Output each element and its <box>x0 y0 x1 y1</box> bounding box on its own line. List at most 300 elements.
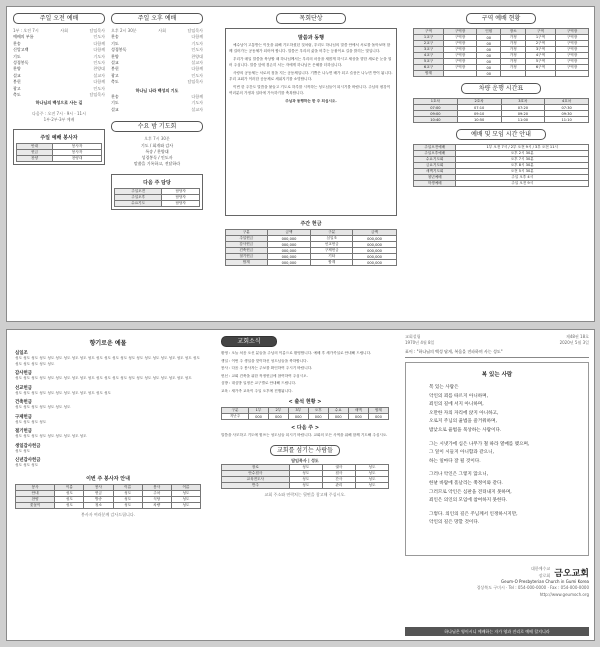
table-cell: 09:10 <box>457 111 501 117</box>
table-cell: 금요기도회 <box>414 163 456 169</box>
table-cell: 11:10 <box>545 117 589 123</box>
table-cell: 성도 <box>55 502 84 508</box>
table-header-cell: 장소 <box>501 29 525 35</box>
staff-table <box>221 464 389 489</box>
table-cell: 07:10 <box>457 105 501 111</box>
afternoon-service-column <box>111 13 203 210</box>
pastor-column-paragraph: 예수님이 고통받는 이웃을 위해 기도하셨던 것처럼, 우리도 하나님의 말씀 안에서 서로를 돌아보며 함께 걸어가는 공동체가 되어야 합니다. 말씀은 우리의 삶을 비추는 등불이요 길을 밝히는 빛입니다. <box>229 43 391 53</box>
table-cell: 성도 <box>355 482 388 488</box>
servants-title: 이번 주 봉사자 안내 <box>86 475 130 482</box>
table-cell: 00 <box>477 35 501 41</box>
table-cell: 10:40 <box>414 117 458 123</box>
table-cell: 간사 <box>322 476 355 482</box>
notice-item: 헌신 : 교회 건축을 위한 작정헌금에 참여하여 주십시오. <box>221 373 308 378</box>
offering-list-sections <box>15 350 201 469</box>
table-cell: 구역장 <box>444 53 477 59</box>
table-cell <box>444 71 477 77</box>
order-item: 기도 기도자 <box>111 100 203 106</box>
table-cell: 구역장 <box>556 41 589 47</box>
district-title: 구역 예배 현황 <box>466 13 536 24</box>
offering-section-text: 성도 성도 성도 성도 성도 성도 성도 성도 성도 <box>15 434 87 438</box>
table-cell: 안내 <box>17 144 53 150</box>
table-cell: 구역장 <box>444 59 477 65</box>
table-cell: 헌금 <box>84 490 113 496</box>
church-address: 경상북도 구미시 · Tel : 054-000-0000 · Fax : 054-000-0000 <box>476 585 589 591</box>
table-header-cell: 구역 <box>525 29 555 35</box>
table-cell: 담당자 <box>162 188 200 194</box>
poem-box <box>405 362 589 556</box>
order-item: 광고 인도자 <box>13 85 105 91</box>
poem-title: 복 있는 사람 <box>481 372 513 379</box>
table-cell: 성도 <box>289 464 322 470</box>
table-cell: 000,000 <box>353 242 397 248</box>
table-cell: 꽃꽂이 <box>16 502 55 508</box>
pastor-column-heading: 말씀과 동행 <box>298 35 324 41</box>
table-cell: 10:50 <box>457 117 501 123</box>
wednesday-line: 기도 / 회개와 감사 <box>140 142 174 148</box>
cover-top-meta-2: 1970년 4월 8일 2020년 5월 3일 <box>405 340 589 346</box>
table-cell: 성도 <box>113 502 142 508</box>
table-cell: 차량 <box>142 502 171 508</box>
table-cell: 000 <box>328 414 348 420</box>
table-cell: 건축헌금 <box>226 248 268 254</box>
offering-list-title: 향기로운 예물 <box>89 340 127 347</box>
table-header-cell: 봉사 <box>142 484 171 490</box>
table-cell: 구역장 <box>556 47 589 53</box>
order-item: 신앙고백 다함께 <box>13 47 105 53</box>
church-label-2: 장로회 <box>538 572 551 578</box>
attendance-table <box>221 407 389 420</box>
table-cell: 000 <box>308 414 328 420</box>
table-cell: 찬양대 <box>53 156 102 162</box>
table-cell: 000,000 <box>267 260 311 266</box>
table-cell: 000 <box>288 414 308 420</box>
notice-title: 교회소식 <box>221 336 277 347</box>
table-cell: 가정 <box>501 47 525 53</box>
morning-service-column <box>13 13 105 165</box>
morning-service-title: 주일 오전 예배 <box>13 13 105 24</box>
cover-top-meta: 교회설립 제48권 18호 <box>405 334 589 339</box>
table-cell: 000,000 <box>353 260 397 266</box>
pastor-column-paragraph: 우리가 매일 말씀을 묵상할 때 하나님께서는 우리의 마음을 새롭게 하시고 세상을 향한 새로운 눈을 열어 주십니다. 말씀 앞에 겸손히 서는 자에게 하나님은 은혜를 더하십니다. <box>229 57 392 67</box>
order-item: 찬송 다함께 <box>111 34 203 40</box>
church-name-block <box>405 566 589 579</box>
offering-section-name: 건축헌금 <box>15 400 32 405</box>
district-table <box>413 28 589 77</box>
pastor-column-box <box>225 28 397 216</box>
table-cell: 000,000 <box>353 236 397 242</box>
cover-bottom-motto: 하나님은 영이시니 예배하는 자가 영과 진리로 예배 할지니라 <box>405 627 589 636</box>
table-cell: 주일오전예배 <box>414 145 456 151</box>
poem-line: 오로지 주님의 율법을 즐거워하며, <box>429 419 497 425</box>
table-cell: 감사헌금 <box>226 242 268 248</box>
meetings-title: 예배 및 모임 시간 안내 <box>456 129 546 140</box>
table-header-cell: 구분 <box>222 408 249 414</box>
table-cell: 00 <box>477 71 501 77</box>
service-note-2: 1부·2부·3부 예배 <box>43 117 75 123</box>
table-row <box>16 502 201 508</box>
table-header-cell: 금액 <box>353 230 397 236</box>
table-header-cell: 4호차 <box>545 99 589 105</box>
table-header-cell: 이름 <box>171 484 200 490</box>
servants-table <box>15 484 201 509</box>
table-cell: 000,000 <box>267 254 311 260</box>
table-cell: 00 <box>477 47 501 53</box>
offering-section-text: 성도 성도 성도 <box>15 463 39 467</box>
table-cell: 수요기도회 <box>414 157 456 163</box>
offering-box <box>225 220 397 266</box>
table-cell: 000 <box>348 414 368 420</box>
table-cell: 07:20 <box>501 105 545 111</box>
table-cell: 절기헌금 <box>226 254 268 260</box>
table-cell: 가정 <box>501 35 525 41</box>
table-cell: 1부 오전 7시 / 2부 오전 9시 / 3부 오전 11시 <box>456 145 589 151</box>
table-row <box>414 117 589 123</box>
wednesday-title: 수요 밤 기도회 <box>111 121 203 132</box>
notice-item: 환영 : 오늘 처음 오신 분들을 주님의 이름으로 환영합니다. 예배 후 새가족실로 안내해 드립니다. <box>221 351 372 355</box>
table-header-cell: 구분 <box>226 230 268 236</box>
table-cell: 3구역 <box>525 47 555 53</box>
table-cell: 성도 <box>171 490 200 496</box>
table-cell: 새벽기도회 <box>414 169 456 175</box>
table-cell: 주차 <box>142 490 171 496</box>
volunteers-table <box>16 143 102 162</box>
table-header-cell: 2부 <box>268 408 288 414</box>
offering-section-name: 십일조 <box>15 351 28 356</box>
offering-section-name: 절기헌금 <box>15 429 32 434</box>
table-header-cell: 오후 <box>308 408 328 414</box>
poem-line: 그러므로 악인은 심판을 견뎌내지 못하며, <box>429 489 512 495</box>
wednesday-line: 성경봉독 / 인도자 <box>141 155 173 161</box>
table-cell: 봉사자 <box>53 144 102 150</box>
offering-section-text: 성도 성도 성도 성도 <box>15 419 47 424</box>
table-cell: 기타 <box>311 254 353 260</box>
table-cell: 00 <box>477 53 501 59</box>
order-item: 찬송 다함께 <box>111 94 203 100</box>
church-english-name: Geum-O Presbyterian Church in Gumi Korea <box>501 579 589 585</box>
notice-item: 교육 : 새가족 교육이 주일 오후에 진행됩니다. <box>221 388 293 393</box>
table-cell: 6교구 <box>414 65 444 71</box>
table-cell: 구역장 <box>444 41 477 47</box>
service-note: 다음주 : 오전 7시 · 9시 · 11시 <box>32 110 86 116</box>
table-header-cell: 합계 <box>368 408 388 414</box>
table-cell: 합계 <box>226 260 268 266</box>
table-cell: 000,000 <box>267 236 311 242</box>
nextweek-box <box>111 174 203 210</box>
table-cell: 구역장 <box>444 65 477 71</box>
nextweek-title: 다음 주 담당 <box>143 179 171 186</box>
table-cell: 헌금 <box>17 150 53 156</box>
afternoon-service-title: 주일 오후 예배 <box>111 13 203 24</box>
table-cell: 4구역 <box>525 53 555 59</box>
table-row <box>222 414 389 420</box>
table-cell: 2교구 <box>414 41 444 47</box>
table-row <box>414 71 589 77</box>
offering-list-column <box>15 336 201 518</box>
table-cell: 권사 <box>322 464 355 470</box>
table-cell: 학생예배 <box>414 181 456 187</box>
table-cell: 가정 <box>501 41 525 47</box>
order-item: 광고 인도자 <box>111 72 203 78</box>
table-cell: 찬양 <box>17 156 53 162</box>
wednesday-line: 말씀을 기록하고, 전달하라 <box>133 161 181 167</box>
table-header-cell: 1호차 <box>414 99 458 105</box>
table-header-cell: 이름 <box>55 484 84 490</box>
afternoon-order-list-2 <box>111 94 203 113</box>
table-cell: 성도 <box>171 496 200 502</box>
table-cell: 주일오전 <box>115 188 162 194</box>
table-header-cell: 인원 <box>477 29 501 35</box>
table-cell: 성도 <box>171 502 200 508</box>
table-cell: 성도 <box>289 476 322 482</box>
poem-line: 그러나 악인은 그렇지 않으니, <box>429 472 489 478</box>
pastor-column <box>225 13 397 266</box>
poem-line: 한낱 바람에 흩날리는 쭉정이와 같다. <box>429 481 503 487</box>
church-label: 대한예수교 <box>530 566 551 572</box>
table-cell: 구역장 <box>556 65 589 71</box>
order-item: 축도 담임목사 <box>111 79 203 85</box>
bus-table <box>413 98 589 123</box>
order-item: 봉헌 다함께 <box>111 66 203 72</box>
table-cell: 가정 <box>501 65 525 71</box>
staff-subtitle: 담임목사 | 성도 <box>291 457 319 463</box>
table-cell: 성도 <box>55 496 84 502</box>
table-cell: 000,000 <box>267 242 311 248</box>
table-cell: 반주 <box>222 482 290 488</box>
poem-line: 그는 시냇가에 심은 나무가 철 따라 열매를 맺으며, <box>429 441 530 447</box>
table-cell: 십일조 <box>311 236 353 242</box>
offering-table <box>225 229 397 266</box>
table-cell: 집사 <box>322 470 355 476</box>
table-cell: 000 <box>249 414 269 420</box>
table-header-cell: 봉사 <box>16 484 55 490</box>
table-cell: 000,000 <box>353 254 397 260</box>
volunteers-box <box>13 129 105 165</box>
table-cell: 오후 2시 30분 <box>456 151 589 157</box>
attendance-title: < 출석 현황 > <box>288 399 322 405</box>
table-cell <box>501 71 525 77</box>
table-cell: 구역장 <box>444 47 477 53</box>
table-cell: 청년예배 <box>414 175 456 181</box>
bulletin-outside-sheet <box>6 329 595 641</box>
table-cell: 교육전도사 <box>222 476 290 482</box>
notice-item: 봉사 : 다음 주 봉사자는 주보를 확인하여 주시기 바랍니다. <box>221 366 313 370</box>
poem-line: 악인의 길은 망할 것이다. <box>429 520 480 526</box>
table-header-cell: 구분 <box>311 230 353 236</box>
table-cell: 구역장 <box>444 35 477 41</box>
poem-line: 죄인은 의인의 모임에 참여하지 못한다. <box>429 498 508 504</box>
offering-section-name: 선교헌금 <box>15 385 32 391</box>
table-cell: 구역장 <box>556 53 589 59</box>
offering-section-text: 성도 성도 성도 성도 성도 성도 성도 <box>15 405 71 409</box>
table-cell: 성도 <box>355 464 388 470</box>
table-cell: 청소 <box>84 502 113 508</box>
table-header-cell: 구역장 <box>444 29 477 35</box>
table-cell: 찬양 <box>16 496 55 502</box>
order-item: 기도 기도자 <box>13 53 105 59</box>
order-item: 찬양 찬양대 <box>111 53 203 59</box>
table-cell: 000 <box>368 414 388 420</box>
table-cell: 2구역 <box>525 41 555 47</box>
table-cell: 구제헌금 <box>311 248 353 254</box>
offering-title: 주간 헌금 <box>300 221 322 227</box>
notice-column <box>221 336 389 498</box>
table-cell: 000,000 <box>353 248 397 254</box>
table-header-cell: 3호차 <box>501 99 545 105</box>
table-cell: 000 <box>268 414 288 420</box>
table-header-cell: 구역장 <box>556 29 589 35</box>
table-cell: 00 <box>477 59 501 65</box>
table-cell: 07:00 <box>414 105 458 111</box>
notice-item: 심방 : 대심방 일정은 교구별로 안내해 드립니다. <box>221 381 297 385</box>
order-item: 설교 설교자 <box>111 60 203 66</box>
table-row <box>226 260 397 266</box>
table-cell <box>525 71 555 77</box>
order-item: 기도 기도자 <box>111 40 203 46</box>
poem-line: 그 잎이 시들지 아니함과 같으니, <box>429 450 494 456</box>
offering-section-name: 생일감사헌금 <box>15 443 41 449</box>
table-cell: 성도 <box>113 496 142 502</box>
table-cell: 11:00 <box>501 117 545 123</box>
poem-body <box>409 384 585 528</box>
table-cell: 1교구 <box>414 35 444 41</box>
table-cell: 3교구 <box>414 47 444 53</box>
nextweek-table <box>114 188 200 207</box>
table-cell: 오후 7시 30분 <box>456 157 589 163</box>
table-row <box>17 156 102 162</box>
table-cell: 성도 <box>289 482 322 488</box>
wednesday-lines <box>111 143 203 168</box>
table-cell: 주일 오전 9시 <box>456 181 589 187</box>
order-item: 축도 담임목사 <box>13 92 105 98</box>
table-cell: 07:30 <box>545 105 589 111</box>
table-cell: 가정 <box>501 53 525 59</box>
morning-service-header: 1부 : 오전 7시 사회 담임목사 <box>13 28 105 33</box>
table-cell: 성도 <box>113 490 142 496</box>
table-cell: 00 <box>477 41 501 47</box>
order-item: 설교 설교자 <box>111 106 203 112</box>
pastor-column-paragraph: 이번 한 주간도 말씀을 붙들고 기도로 하루를 시작하는 성도님들이 되시기를 바랍니다. 주님의 평강이 여러분의 가정과 일터에 가득하기를 축복합니다. <box>229 85 391 95</box>
poem-line: 복 있는 사람은 <box>429 385 459 391</box>
table-cell <box>556 71 589 77</box>
table-cell: 성도 <box>355 470 388 476</box>
order-item: 설교 설교자 <box>13 72 105 78</box>
church-website[interactable]: http://www.geumoch.org <box>539 591 589 597</box>
volunteers-title: 주일 예배 봉사자 <box>40 135 78 142</box>
table-cell: 1구역 <box>525 35 555 41</box>
wednesday-header: 오후 7시 30분 <box>144 136 170 142</box>
table-cell: 선교헌금 <box>311 242 353 248</box>
table-row <box>115 200 200 206</box>
pastor-column-closing: 주님과 동행하는 한 주 되십시오. <box>285 99 337 103</box>
offering-section-text: 성도 성도 <box>15 448 31 453</box>
table-cell: 관리 <box>322 482 355 488</box>
table-header-cell: 이름 <box>113 484 142 490</box>
church-name: 금오교회 <box>554 569 589 580</box>
attendance-note: < 다음 주 > <box>290 425 320 431</box>
offering-section-name: 감사헌금 <box>15 371 32 376</box>
offering-section-text: 성도 성도 성도 성도 성도 성도 성도 성도 성도 성도 성도 성도 성도 성도 성도 성도 성도 성도 성도 성도 성도 성도 성도 성도 성도 성도 성도 성도 <box>15 356 200 366</box>
info-column <box>413 13 589 187</box>
table-cell: 구역장 <box>556 59 589 65</box>
table-cell: 가정 <box>501 59 525 65</box>
table-header-cell: 금액 <box>267 230 311 236</box>
pastor-column-paragraph: 사랑의 공동체는 서로의 짐을 지는 공동체입니다. 기쁨은 나누면 배가 되고 슬픔은 나누면 반이 됩니다. 우리 교회가 이러한 공동체로 세워지기를 소망합니다. <box>229 71 393 81</box>
poem-line: 죄인의 길에 서지 아니하며, <box>429 402 484 408</box>
table-cell: 성도 <box>355 476 388 482</box>
poem-line: 하는 일마다 잘 될 것이다. <box>429 458 481 464</box>
table-header-cell: 봉사 <box>84 484 113 490</box>
table-cell: 000,000 <box>267 248 311 254</box>
table-cell: 봉사자 <box>53 150 102 156</box>
offering-section-text: 성도 성도 성도 성도 성도 성도 성도 성도 성도 성도 성도 성도 성도 성도 성도 성도 성도 성도 성도 성도 성도 성도 <box>15 376 192 380</box>
table-cell: 09:00 <box>414 111 458 117</box>
table-row <box>414 181 589 187</box>
table-cell: 오전 5시 30분 <box>456 169 589 175</box>
table-cell: 09:20 <box>501 111 545 117</box>
offering-section-text: 성도 성도 성도 성도 성도 성도 성도 성도 성도 성도 성도 성도 <box>15 390 111 395</box>
table-header-cell: 1부 <box>249 408 269 414</box>
morning-hymn: 하나님의 백성으로 사는 길 <box>35 100 83 106</box>
cover-motto: 표어 : "하나님의 백성 답게, 복음을 전파하며 사는 성도" <box>405 347 589 358</box>
afternoon-sermon: 하나님 나라 백성의 기도 <box>135 87 179 93</box>
notice-list <box>221 351 389 394</box>
poem-line: 오만한 자의 자리에 앉지 아니하고, <box>429 410 499 416</box>
pastor-column-title: 목회단상 <box>276 13 346 24</box>
afternoon-order-list <box>111 34 203 85</box>
table-cell: 장로 <box>222 464 290 470</box>
table-cell: 안내 <box>16 490 55 496</box>
table-cell: 6구역 <box>525 65 555 71</box>
wednesday-line: 특송 / 찬양대 <box>145 148 169 154</box>
table-row <box>222 482 389 488</box>
table-cell: 09:30 <box>545 111 589 117</box>
bulletin-inside-sheet <box>6 6 595 322</box>
afternoon-service-header: 오후 2시 30분 사회 담임목사 <box>111 28 203 33</box>
table-cell: 주일오후 <box>115 194 162 200</box>
table-cell: 성도 <box>55 490 84 496</box>
table-cell: 합계 <box>311 260 353 266</box>
order-item: 성경봉독 인도자 <box>13 60 105 66</box>
offering-section-name: 신년감사헌금 <box>15 458 41 463</box>
offering-section-name: 구제헌금 <box>15 414 32 420</box>
table-cell: 지난주 <box>222 414 249 420</box>
table-cell: 4교구 <box>414 53 444 59</box>
table-header-cell: 구역 <box>414 29 444 35</box>
table-cell: 오후 8시 30분 <box>456 163 589 169</box>
table-header-cell: 2호차 <box>457 99 501 105</box>
notice-item: 생일 : 이번 주 생일을 맞이하신 성도님들을 축하합니다. <box>221 358 308 363</box>
servants-footer: 봉사자 여러분께 감사드립니다. <box>80 511 136 517</box>
table-cell: 5교구 <box>414 59 444 65</box>
table-cell: 식당 <box>142 496 171 502</box>
cover-column <box>405 334 589 636</box>
notice-long-text: 말씀을 사모하고 기도에 힘쓰는 성도님들 되시기 바랍니다. 교회의 모든 사역을 위해 함께 기도해 주십시오. <box>221 433 388 437</box>
order-item: 예배의 부름 인도자 <box>13 34 105 40</box>
table-header-cell: 3부 <box>288 408 308 414</box>
table-cell: 주일헌금 <box>226 236 268 242</box>
order-item: 찬양 찬양대 <box>13 66 105 72</box>
poem-line: 그렇다. 의인의 길은 주님께서 인정하시지만, <box>429 511 518 517</box>
order-item: 성경봉독 인도자 <box>111 47 203 53</box>
table-cell: 00 <box>477 65 501 71</box>
table-header-cell: 새벽 <box>348 408 368 414</box>
table-header-cell: 수요 <box>328 408 348 414</box>
poem-line: 악인의 꾀를 따르지 아니하며, <box>429 393 489 399</box>
staff-footer: 교회 주소와 연락처는 뒷면을 참고해 주십시오. <box>264 491 346 497</box>
table-cell: 성도 <box>289 470 322 476</box>
table-cell: 담당자 <box>162 200 200 206</box>
